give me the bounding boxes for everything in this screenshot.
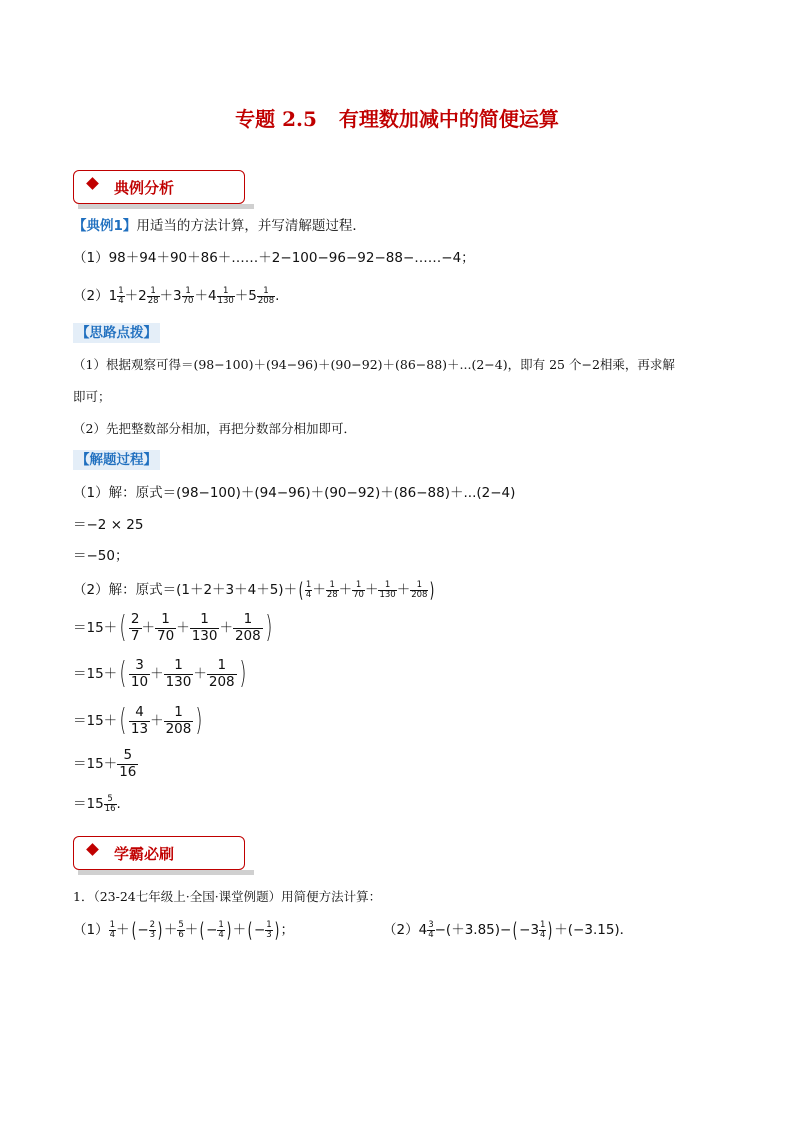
- hint-paragraph-1: （1）根据观察可得＝(98−100)＋(94−96)＋(90−92)＋(86−88)＋...(2−4)，即有 25 个−2相乘，再求解: [73, 357, 675, 372]
- page-title: 专题 2.5 有理数加减中的简便运算: [235, 107, 559, 131]
- section-header-shadow-2: [78, 870, 254, 875]
- solution-line-7: ＝15＋( $\frac{4}{13}$ ＋ $\frac{1}{208}$ ): [73, 703, 203, 738]
- section-header-examples: 典例分析: [73, 170, 245, 204]
- section-header-practice: 学霸必刷: [73, 836, 245, 870]
- solution-line-3: ＝−50；: [73, 548, 129, 564]
- solution-line-6: ＝15＋( $\frac{3}{10}$ ＋ $\frac{1}{130}$ ＋ $\frac{1}{208}$ ): [73, 656, 247, 691]
- question-1: （1）98＋94＋90＋86＋……＋2−100−96−92−88−……−4；: [73, 250, 475, 266]
- solution-line-5: ＝15＋( $\frac{2}{7}$ ＋ $\frac{1}{70}$ ＋ $\frac{1}{130}$ ＋ $\frac{1}{208}$ ): [73, 610, 273, 645]
- section-header-shadow: [78, 204, 254, 209]
- diamond-icon: [86, 177, 99, 190]
- solution-tag: 【解题过程】: [73, 449, 160, 470]
- hint-tag: 【思路点拨】: [73, 322, 160, 343]
- question-2: （2）1 $\frac{1}{4}$ ＋2 $\frac{1}{28}$ ＋3 $\frac{1}{70}$ ＋4 $\frac{1}{130}$ ＋5 $\frac{1}{208}$ .: [73, 286, 280, 306]
- solution-line-8: ＝15＋ $\frac{5}{16}$: [73, 747, 137, 780]
- exercise-1-part-2: （2）4 $\frac{3}{4}$ −(＋3.85)−( −3 $\frac{1}{4}$ ) ＋(−3.15)．: [383, 918, 634, 942]
- solution-line-9: ＝15 $\frac{5}{16}$ .: [73, 794, 121, 814]
- hint-paragraph-1-cont: 即可；: [73, 389, 111, 404]
- hint-paragraph-2: （2）先把整数部分相加，再把分数部分相加即可．: [73, 421, 356, 436]
- example-1-heading: 【典例1】用适当的方法计算，并写清解题过程．: [73, 218, 366, 234]
- solution-line-4: （2）解：原式＝(1＋2＋3＋4＋5)＋( $\frac{1}{4}$ ＋ $\frac{1}{28}$ ＋ $\frac{1}{70}$ ＋ $\frac{1}{130}$ ＋ $\frac{1}{208}$ ): [73, 578, 435, 602]
- exercise-1-part-1: （1） $\frac{1}{4}$ ＋( − $\frac{2}{3}$ ) ＋ $\frac{5}{6}$ ＋( − $\frac{1}{4}$ ) ＋( − $\frac{1}{3}$ ) ；: [73, 918, 295, 942]
- solution-line-2: ＝−2 × 25: [73, 517, 144, 533]
- solution-line-1: （1）解：原式＝(98−100)＋(94−96)＋(90−92)＋(86−88)＋...(2−4): [73, 485, 516, 501]
- diamond-icon: [86, 843, 99, 856]
- exercise-1-heading: 1．（23-24七年级上·全国·课堂例题）用简便方法计算：: [73, 889, 382, 904]
